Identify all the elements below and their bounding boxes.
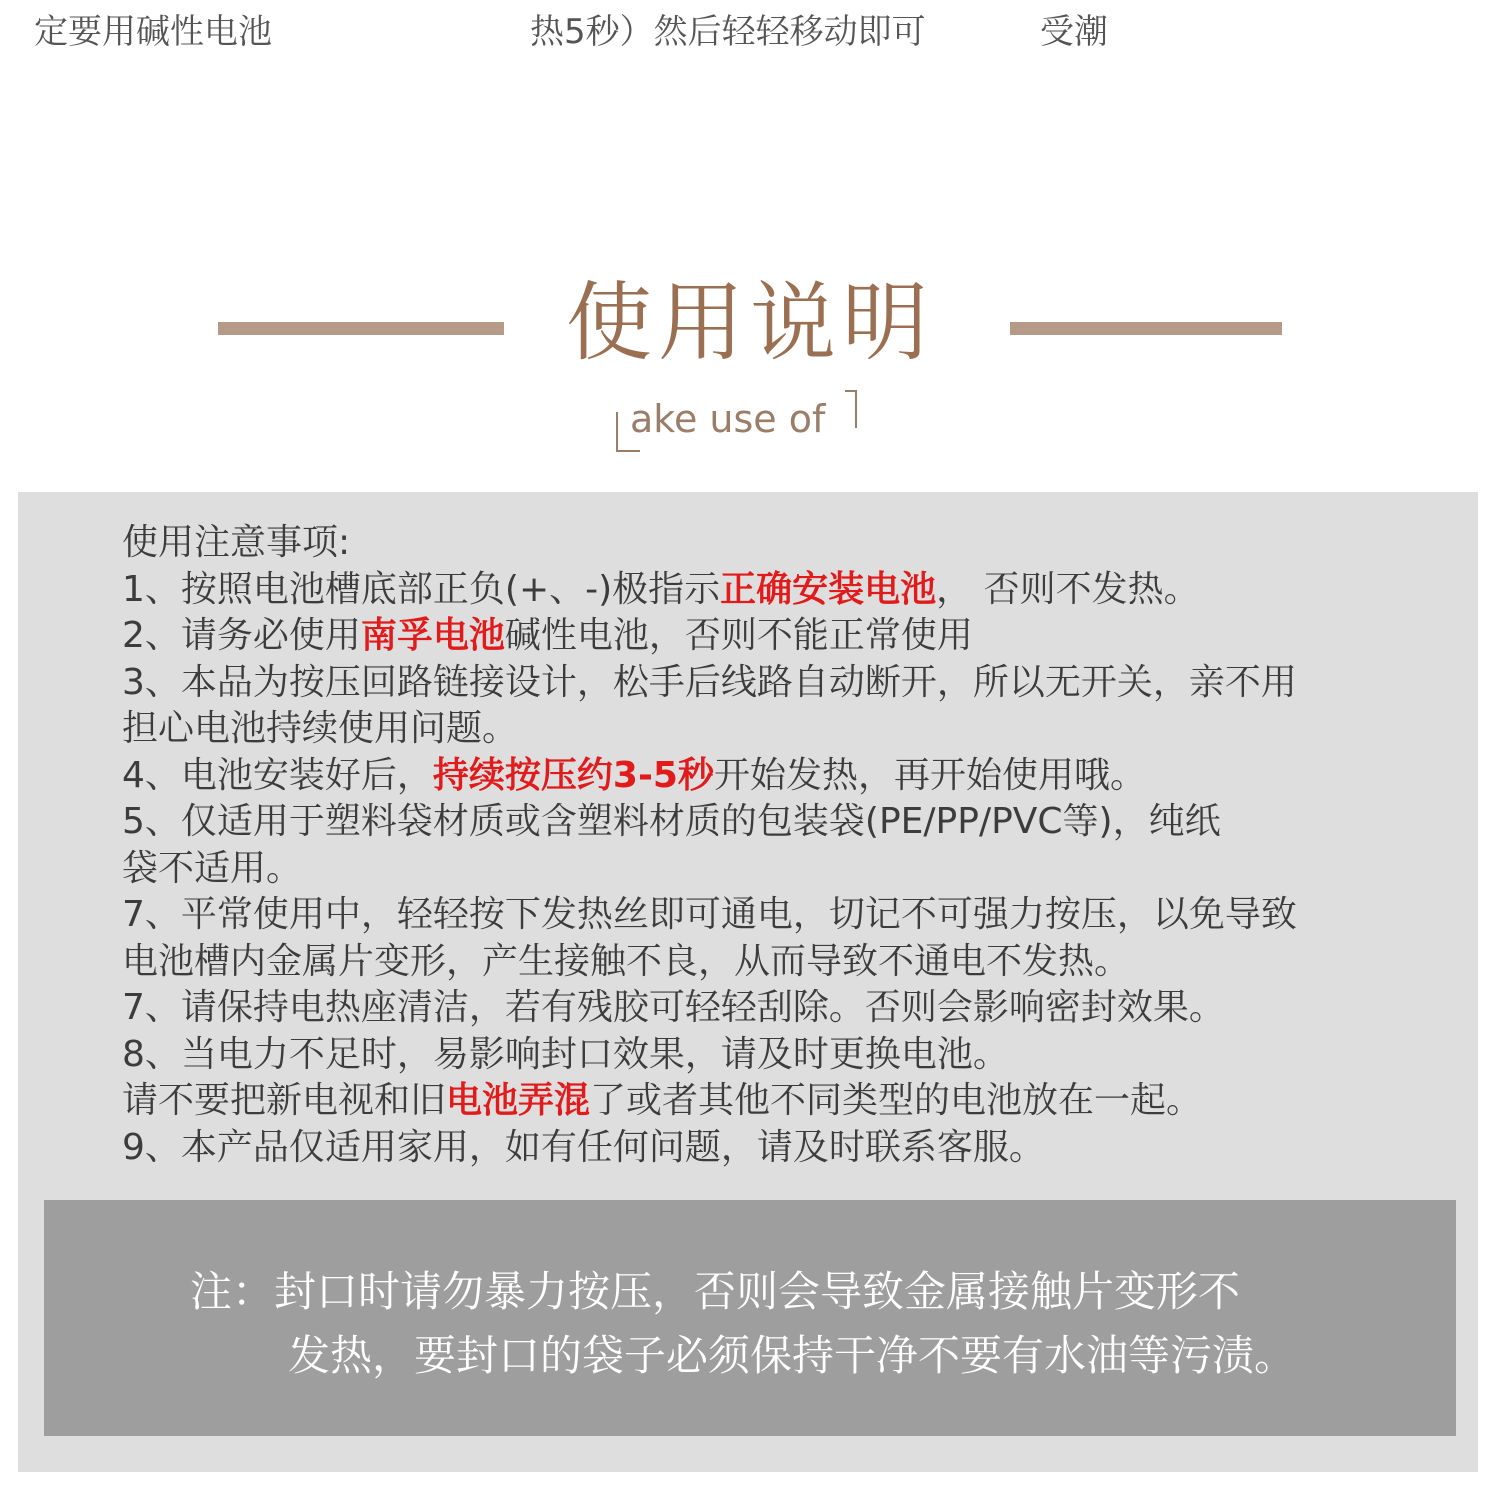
note-item-7: 7、请保持电热座清洁，若有残胶可轻轻刮除。否则会影响密封效果。 xyxy=(122,987,1225,1028)
warning-line-2: 发热，要封口的袋子必须保持干净不要有水油等污渍。 xyxy=(288,1331,1297,1380)
note-item-6-cont: 电池槽内金属片变形，产生接触不良，从而导致不通电不发热。 xyxy=(122,940,1131,982)
notes-list xyxy=(122,520,1402,1171)
note-item-2: 2、请务必使用南孚电池碱性电池，否则不能正常使用 xyxy=(122,615,973,656)
notes-title: 使用注意事项: xyxy=(122,522,351,563)
top-text-left: 定要用碱性电池 xyxy=(34,12,272,52)
note-item-9: 9、本产品仅适用家用，如有任何问题，请及时联系客服。 xyxy=(122,1126,1045,1168)
heading-divider-right xyxy=(1010,322,1282,335)
bracket-right-decoration xyxy=(844,390,858,430)
warning-line-1: 注：封口时请勿暴力按压，否则会导致金属接触片变形不 xyxy=(190,1267,1241,1316)
subtitle-block xyxy=(614,390,874,454)
heading-divider-left xyxy=(218,322,504,335)
note-item-1: 1、按照电池槽底部正负(+、-)极指示正确安装电池， 否则不发热。 xyxy=(122,568,1200,610)
top-text-right: 受潮 xyxy=(1040,12,1108,52)
note-item-3-cont: 担心电池持续使用问题。 xyxy=(122,708,519,749)
note-item-6: 7、平常使用中，轻轻按下发热丝即可通电，切记不可强力按压，以免导致 xyxy=(122,894,1297,935)
section-title: 使用说明 xyxy=(566,273,934,373)
highlight-text: 南孚电池 xyxy=(360,615,505,656)
section-subtitle: ake use of xyxy=(630,397,826,441)
note-item-5: 5、仅适用于塑料袋材质或含塑料材质的包装袋(PE/PP/PVC等)，纯纸 xyxy=(122,801,1221,842)
highlight-text: 正确安装电池 xyxy=(720,568,937,610)
highlight-text: 持续按压约3-5秒 xyxy=(432,754,714,796)
note-item-8b: 请不要把新电视和旧电池弄混了或者其他不同类型的电池放在一起。 xyxy=(122,1080,1203,1121)
top-text-middle: 热5秒）然后轻轻移动即可 xyxy=(530,12,926,52)
note-item-3: 3、本品为按压回路链接设计，松手后线路自动断开，所以无开关，亲不用 xyxy=(122,661,1297,703)
note-item-5-cont: 袋不适用。 xyxy=(122,847,303,889)
note-item-4: 4、电池安装好后，持续按压约3-5秒开始发热，再开始使用哦。 xyxy=(122,754,1146,796)
note-item-8: 8、当电力不足时，易影响封口效果，请及时更换电池。 xyxy=(122,1033,1009,1075)
warning-text xyxy=(190,1260,1410,1388)
highlight-text: 电池弄混 xyxy=(446,1080,591,1121)
